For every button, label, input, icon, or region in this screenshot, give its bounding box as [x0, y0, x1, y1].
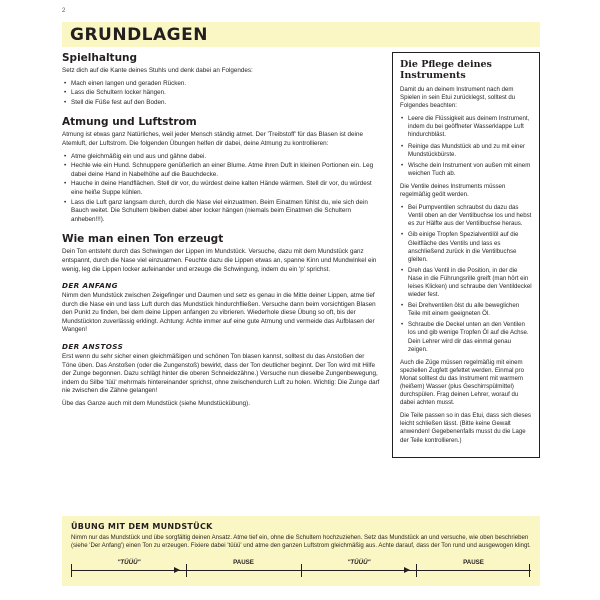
list-item: • Mach einen langen und geraden Rücken. — [62, 80, 380, 89]
sidebar-bullet-list-top — [400, 115, 532, 178]
sidebar-bullet-list-care — [400, 204, 532, 354]
timeline-tick — [186, 564, 187, 577]
timeline-tick — [416, 564, 417, 577]
list-item: • Hauche in deine Handflächen. Stell dir vor, du würdest deine kalten Hände wärmen. Stell dir vor, du würdest eine heiße Suppe kühlen. — [62, 180, 380, 197]
section-heading-atmung: Atmung und Luftstrom — [62, 116, 197, 129]
list-item: • Reinige das Mundstück ab und zu mit einer Mundstückbürste. — [400, 143, 532, 159]
subsection-text-der-anfang: Nimm den Mundstück zwischen Zeigefinger und Daumen und setz es genau in die Mitte deiner Lippen, atme tief durch die Nase ein und lass Luft durch das Mundstück hindurchfließen. Versuche dann beim vorsichtigen Blasen den Punkt zu finden, bei dem deine Lippen anfangen zu vibrieren. Wiederhole diese Übung so oft, bis der Mundstückton zuverlässig erklingt. Achtung: Achte immer auf eine gute Atmung und vermeide das Aufblasen der Wangen! — [62, 292, 376, 334]
sidebar-paragraph: Damit du an deinem Instrument nach dem Spielen in sein Etui zurücklegst, solltest du Folgendes beachten: — [400, 86, 516, 110]
page-title: GRUNDLAGEN — [70, 25, 208, 45]
list-item: • Stell die Füße fest auf den Boden. — [62, 99, 380, 108]
list-item: • Lass die Luft ganz langsam durch, durch die Nase viel einzuatmen. Beim Einatmen fühlst du, wie sich dein Bauch weitet. Die Schultern bleiben dabei aber locker hängen (niemals beim Einatmen die Schultern anheben!!!). — [62, 199, 380, 225]
exercise-band — [62, 516, 540, 586]
sidebar-heading: Die Pflege deines Instruments — [400, 59, 492, 81]
title-banner — [62, 22, 540, 47]
list-item: • Lass die Schultern locker hängen. — [62, 89, 380, 98]
right-column — [392, 52, 540, 458]
list-item: • Wische dein Instrument von außen mit einem weichen Tuch ab. — [400, 162, 532, 178]
bullet-list-atmung — [62, 153, 380, 225]
list-item: • Atme gleichmäßig ein und aus und gähne dabei. — [62, 153, 380, 162]
list-item: • Bei Pumpventilen schraubst du dazu das Ventil oben an der Ventilbuchse los und hebst es zur Hälfte aus der Ventilbuchse heraus. — [400, 204, 532, 228]
sidebar-paragraph: Die Teile passen so in das Etui, dass sich dieses leicht schließen lässt. (Bitte keine Gewalt anwenden! Gegebenenfalls musst du die Lage der Teile kontrollieren.) — [400, 412, 531, 444]
exercise-text: Nimm nur das Mundstück und übe sorgfältig deinen Ansatz. Atme tief ein, ohne die Schultern hochzuziehen. Setz das Mundstück an und versuche, wie oben beschrieben (siehe 'Der Anfang') einen Ton zu erzeugen. Fixiere dabei 'tüüü' und atme den ganzen Luftstrom gleichmäßig aus. Achte darauf, dass der Ton rund und ausgewogen klingt. — [71, 534, 531, 549]
timeline-label-pause-1: PAUSE — [233, 559, 254, 566]
section-intro-spielhaltung: Setz dich auf die Kante deines Stuhls und denk dabei an Folgendes: — [62, 67, 253, 74]
subsection-closing-der-anstoss: Übe das Ganze auch mit dem Mundstück (siehe Mundstückübung). — [62, 400, 250, 408]
tone-arrow — [309, 567, 409, 574]
left-column — [62, 52, 380, 413]
exercise-heading: ÜBUNG MIT DEM MUNDSTÜCK — [71, 522, 213, 531]
page-number: 2 — [62, 8, 66, 14]
timeline-tick — [301, 564, 302, 577]
list-item: • Dreh das Ventil in die Position, in der die Nase in die Führungsrille greift (man hört ein leises Klicken) und schraube den Ventildeckel wieder fest. — [400, 267, 532, 299]
subsection-heading-der-anfang: DER ANFANG — [62, 281, 118, 291]
section-intro-atmung: Atmung ist etwas ganz Natürliches, weil jeder Mensch ständig atmet. Der 'Treibstoff' für das Blasen ist deine Atemluft, der Luftstrom. Die folgenden Übungen helfen dir dabei, deine Atmung zu kontrollieren: — [62, 131, 363, 147]
list-item: • Bei Drehventilen ölst du alle beweglichen Teile mit einem geeigneten Öl. — [400, 302, 532, 318]
subsection-text-der-anstoss: Erst wenn du sehr sicher einen gleichmäßigen und schönen Ton blasen kannst, solltest du das Anstoßen der Töne üben. Das Anstoßen (oder die Zungenstoß) bewirkt, dass der Ton deutlicher beginnt. Der Ton wird mit Hilfe der Zunge begonnen. Dazu schlägt hinter die oberen Schneidezähne.) Versuche nun dieselbe Zungenbewegung, indem du Silbe 'tüü' mehrmals hintereinander sprichst, ohne zwischendurch Luft zu holen. Wichtig: Die Zunge darf nie zwischen die Zähne gelangen! — [62, 353, 380, 395]
section-heading-tonerzeugung: Wie man einen Ton erzeugt — [62, 233, 224, 246]
exercise-timeline — [71, 554, 531, 580]
timeline-tick — [529, 564, 530, 577]
tone-arrow — [79, 567, 179, 574]
timeline-label-tone-1: "TÜÜÜ" — [117, 559, 141, 566]
section-intro-tonerzeugung: Dein Ton entsteht durch das Schwingen der Lippen im Mundstück. Versuche, dazu mit dem Mundstück ganz entspannt, durch die Nase viel einzuatmen. Feuchte dazu die Lippen etwas an, spanne Kinn und Mundwinkel ein wenig, leg die Lippen locker aufeinander und erzeuge die Schwingung, indem du ein 'p' sprichst. — [62, 248, 377, 273]
list-item: • Schraube die Deckel unten an den Ventilen los und gib wenige Tropfen Öl auf die Achse. Dein Lehrer wird dir das einmal genau zeigen. — [400, 321, 532, 353]
list-item: • Hechle wie ein Hund. Schnuppere genüßerlich an einer Blume. Atme ihren Duft in kleinen Portionen ein. Leg dabei deine Hand in Nabelhöhe auf die Bauchdecke. — [62, 162, 380, 179]
sidebar-paragraph: Die Ventile deines Instruments müssen regelmäßig geölt werden. — [400, 182, 506, 199]
timeline-label-tone-2: "TÜÜÜ" — [347, 559, 371, 566]
subsection-heading-der-anstoss: DER ANSTOSS — [62, 342, 124, 352]
section-heading-spielhaltung: Spielhaltung — [62, 52, 138, 64]
list-item: • Leere die Flüssigkeit aus deinem Instrument, indem du bei geöffneter Wasserklappe Luft hindurchbläst. — [400, 115, 532, 139]
timeline-label-pause-2: PAUSE — [463, 559, 484, 566]
bullet-list-spielhaltung — [62, 80, 380, 108]
sidebar-box-instrument-care — [392, 52, 540, 458]
timeline-tick — [71, 564, 72, 577]
sidebar-paragraph: Auch die Züge müssen regelmäßig mit einem speziellen Zugfett gefettet werden. Einmal pro Monat solltest du das Instrument mit warmem (heißem) Wasser (plus Geschirrspülmittel) durchspülen. Frag deinen Lehrer, worauf du dabei achten musst. — [400, 358, 524, 407]
list-item: • Gib einige Tropfen Spezialventilöl auf die Gleitfläche des Ventils und lass es anschließend zurück in die Ventilbuchse gleiten. — [400, 231, 532, 263]
